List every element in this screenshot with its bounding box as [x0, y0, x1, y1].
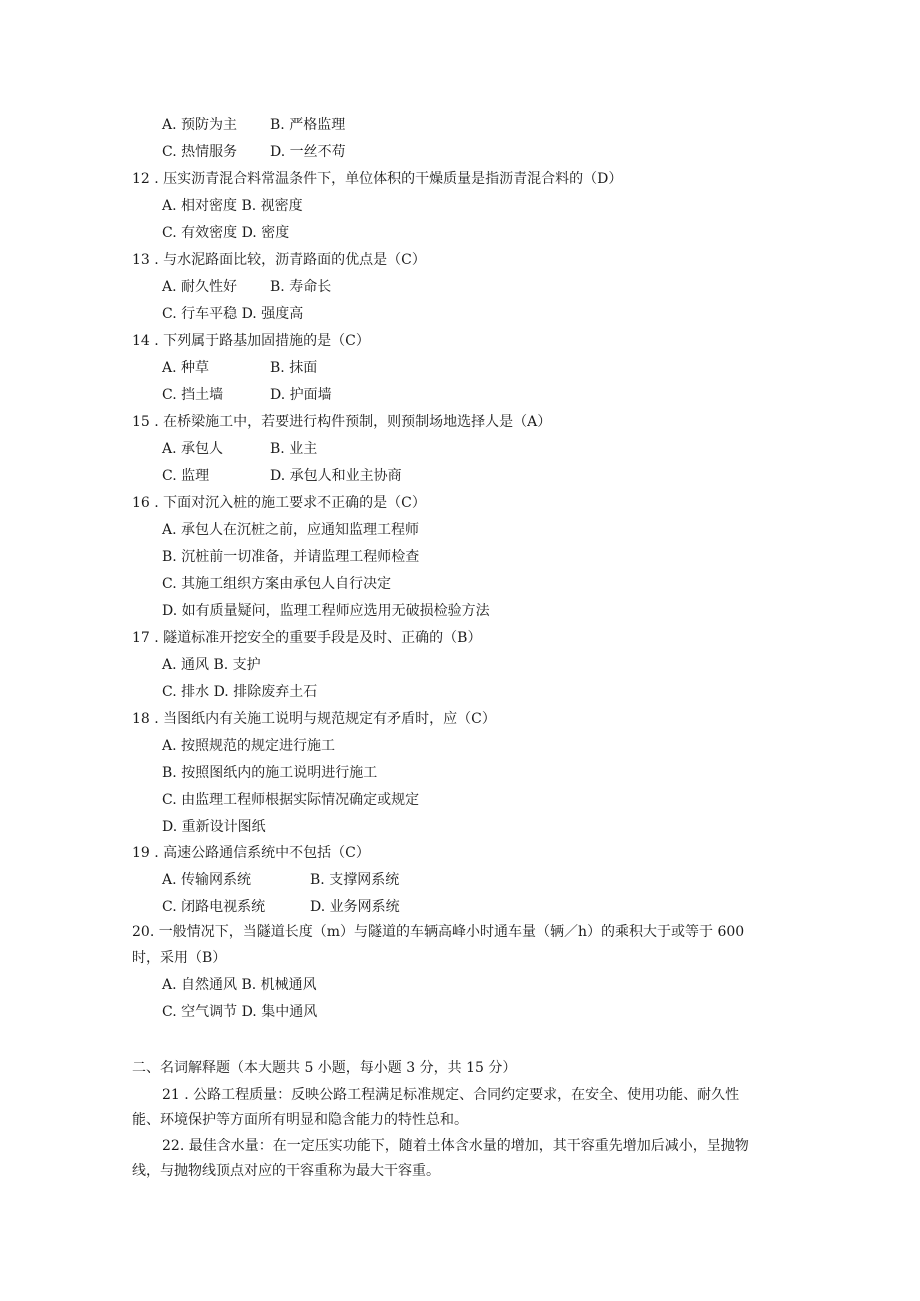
option-line: C. 空气调节 D. 集中通风: [162, 1004, 318, 1020]
question-19: 19 . 高速公路通信系统中不包括（C）: [132, 845, 370, 861]
section-heading: 二、名词解释题（本大题共 5 小题，每小题 3 分，共 15 分）: [132, 1060, 517, 1076]
option-line: D. 承包人和业主协商: [270, 468, 402, 484]
option-line: B. 业主: [270, 441, 318, 457]
option-line: B. 抹面: [270, 360, 318, 376]
option-line: C. 排水 D. 排除废弃土石: [162, 684, 318, 700]
option-line: B. 寿命长: [270, 279, 332, 295]
option-line: A. 通风 B. 支护: [162, 657, 261, 673]
option-line: B. 沉桩前一切准备，并请监理工程师检查: [162, 549, 420, 565]
option-line: C. 监理: [162, 468, 210, 484]
question-13: 13 . 与水泥路面比较，沥青路面的优点是（C）: [132, 252, 426, 268]
option-line: A. 按照规范的规定进行施工: [162, 738, 336, 754]
option-line: C. 挡土墙: [162, 387, 224, 403]
question-18: 18 . 当图纸内有关施工说明与规范规定有矛盾时，应（C）: [132, 711, 496, 727]
option-line: B. 按照图纸内的施工说明进行施工: [162, 765, 378, 781]
question-20: 20. 一般情况下，当隧道长度（m）与隧道的车辆高峰小时通车量（辆／h）的乘积大于或等于 600: [132, 924, 745, 940]
option-line: D. 一丝不苟: [270, 144, 346, 160]
option-line: A. 种草: [162, 360, 210, 376]
option-line: C. 热情服务: [162, 144, 238, 160]
option-line: D. 重新设计图纸: [162, 819, 266, 835]
question-12: 12 . 压实沥青混合料常温条件下，单位体积的干燥质量是指沥青混合料的（D）: [132, 171, 623, 187]
question-15: 15 . 在桥梁施工中，若要进行构件预制，则预制场地选择人是（A）: [132, 414, 552, 430]
option-line: A. 承包人: [162, 441, 224, 457]
definition-21-continued: 能、环境保护等方面所有明显和隐含能力的特性总和。: [132, 1112, 468, 1128]
option-line: D. 如有质量疑问，监理工程师应选用无破损检验方法: [162, 603, 490, 619]
question-20-continued: 时，采用（B）: [132, 950, 227, 966]
definition-22-continued: 线，与抛物线顶点对应的干容重称为最大干容重。: [132, 1163, 440, 1179]
question-17: 17 . 隧道标准开挖安全的重要手段是及时、正确的（B）: [132, 630, 482, 646]
option-line: D. 护面墙: [270, 387, 332, 403]
option-line: C. 闭路电视系统: [162, 899, 266, 915]
option-line: C. 有效密度 D. 密度: [162, 225, 290, 241]
definition-22: 22. 最佳含水量：在一定压实功能下，随着土体含水量的增加，其干容重先增加后减小，呈抛物: [162, 1138, 749, 1154]
option-line: D. 业务网系统: [310, 899, 400, 915]
option-line: B. 严格监理: [270, 117, 346, 133]
option-line: A. 自然通风 B. 机械通风: [162, 977, 317, 993]
question-14: 14 . 下列属于路基加固措施的是（C）: [132, 333, 370, 349]
option-line: A. 传输网系统: [162, 872, 252, 888]
option-line: A. 承包人在沉桩之前，应通知监理工程师: [162, 522, 420, 538]
option-line: C. 行车平稳 D. 强度高: [162, 306, 304, 322]
question-16: 16 . 下面对沉入桩的施工要求不正确的是（C）: [132, 495, 426, 511]
option-line: B. 支撑网系统: [310, 872, 400, 888]
option-line: C. 其施工组织方案由承包人自行决定: [162, 576, 392, 592]
option-line: A. 预防为主: [162, 117, 238, 133]
definition-21: 21 . 公路工程质量：反映公路工程满足标准规定、合同约定要求，在安全、使用功能、耐久性: [162, 1087, 740, 1103]
option-line: A. 耐久性好: [162, 279, 238, 295]
option-line: C. 由监理工程师根据实际情况确定或规定: [162, 792, 420, 808]
option-line: A. 相对密度 B. 视密度: [162, 198, 303, 214]
